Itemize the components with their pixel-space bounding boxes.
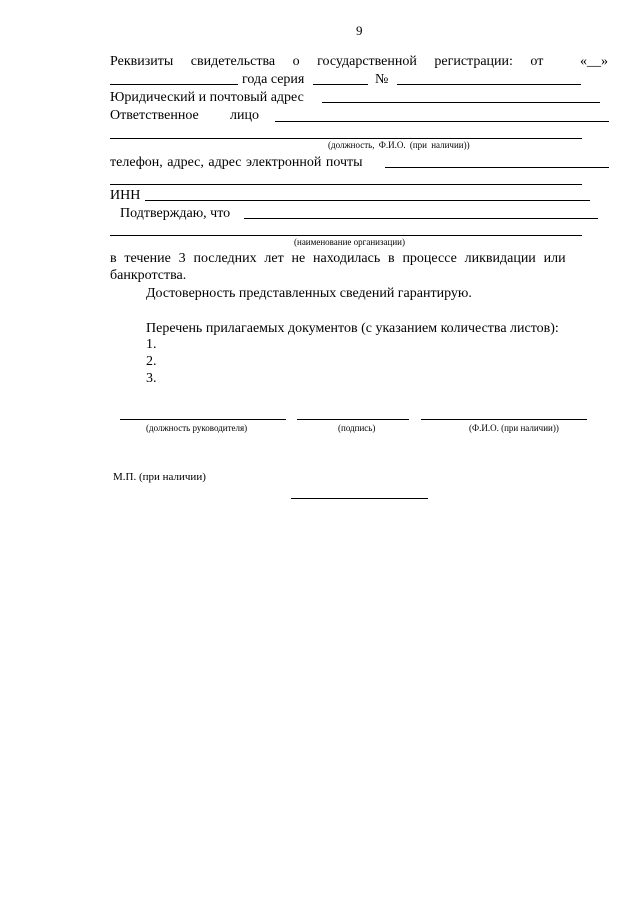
responsible-field[interactable] [275,121,609,122]
document-item-3: 3. [146,371,157,386]
name-field[interactable] [421,419,587,420]
inn-field[interactable] [145,200,590,201]
year-series-label: года серия [242,72,305,87]
confirm-label: Подтверждаю, что [120,206,231,221]
responsible-hint: (должность, Ф.И.О. (при наличии)) [328,140,470,150]
page-number: 9 [356,23,363,38]
responsible-label-2: лицо [230,108,259,123]
position-field[interactable] [120,419,286,420]
confirm-text-1: в течение 3 последних лет не находилась в процессе ликвидации или [110,251,566,266]
requisites-label: Реквизиты свидетельства о государственной регистрации: от [110,54,544,69]
number-field[interactable] [397,84,581,85]
guarantee-text: Достоверность представленных сведений гарантирую. [146,286,472,301]
responsible-label: Ответственное [110,108,199,123]
organization-hint: (наименование организации) [294,237,405,247]
address-field[interactable] [322,102,600,103]
name-hint: (Ф.И.О. (при наличии)) [469,423,559,433]
document-item-1: 1. [146,337,157,352]
inn-label: ИНН [110,188,141,203]
documents-label: Перечень прилагаемых документов (с указанием количества листов): [146,321,559,336]
contacts-label: телефон, адрес, адрес электронной почты [110,155,363,170]
responsible-field-2[interactable] [110,138,582,139]
series-field[interactable] [313,84,368,85]
contacts-field-2[interactable] [110,184,582,185]
position-hint: (должность руководителя) [146,423,248,433]
document-item-2: 2. [146,354,157,369]
contacts-field[interactable] [385,167,609,168]
organization-field[interactable] [110,235,582,236]
sign-hint: (подпись) [338,423,376,433]
confirm-text-2: банкротства. [110,268,187,283]
sign-field[interactable] [297,419,409,420]
year-field[interactable] [110,84,238,85]
address-label: Юридический и почтовый адрес [110,90,304,105]
date-day-field[interactable]: «__» [580,54,608,69]
closing-divider [291,498,428,499]
confirm-field[interactable] [244,218,598,219]
stamp-label: М.П. (при наличии) [113,471,206,483]
number-label: № [375,72,389,87]
